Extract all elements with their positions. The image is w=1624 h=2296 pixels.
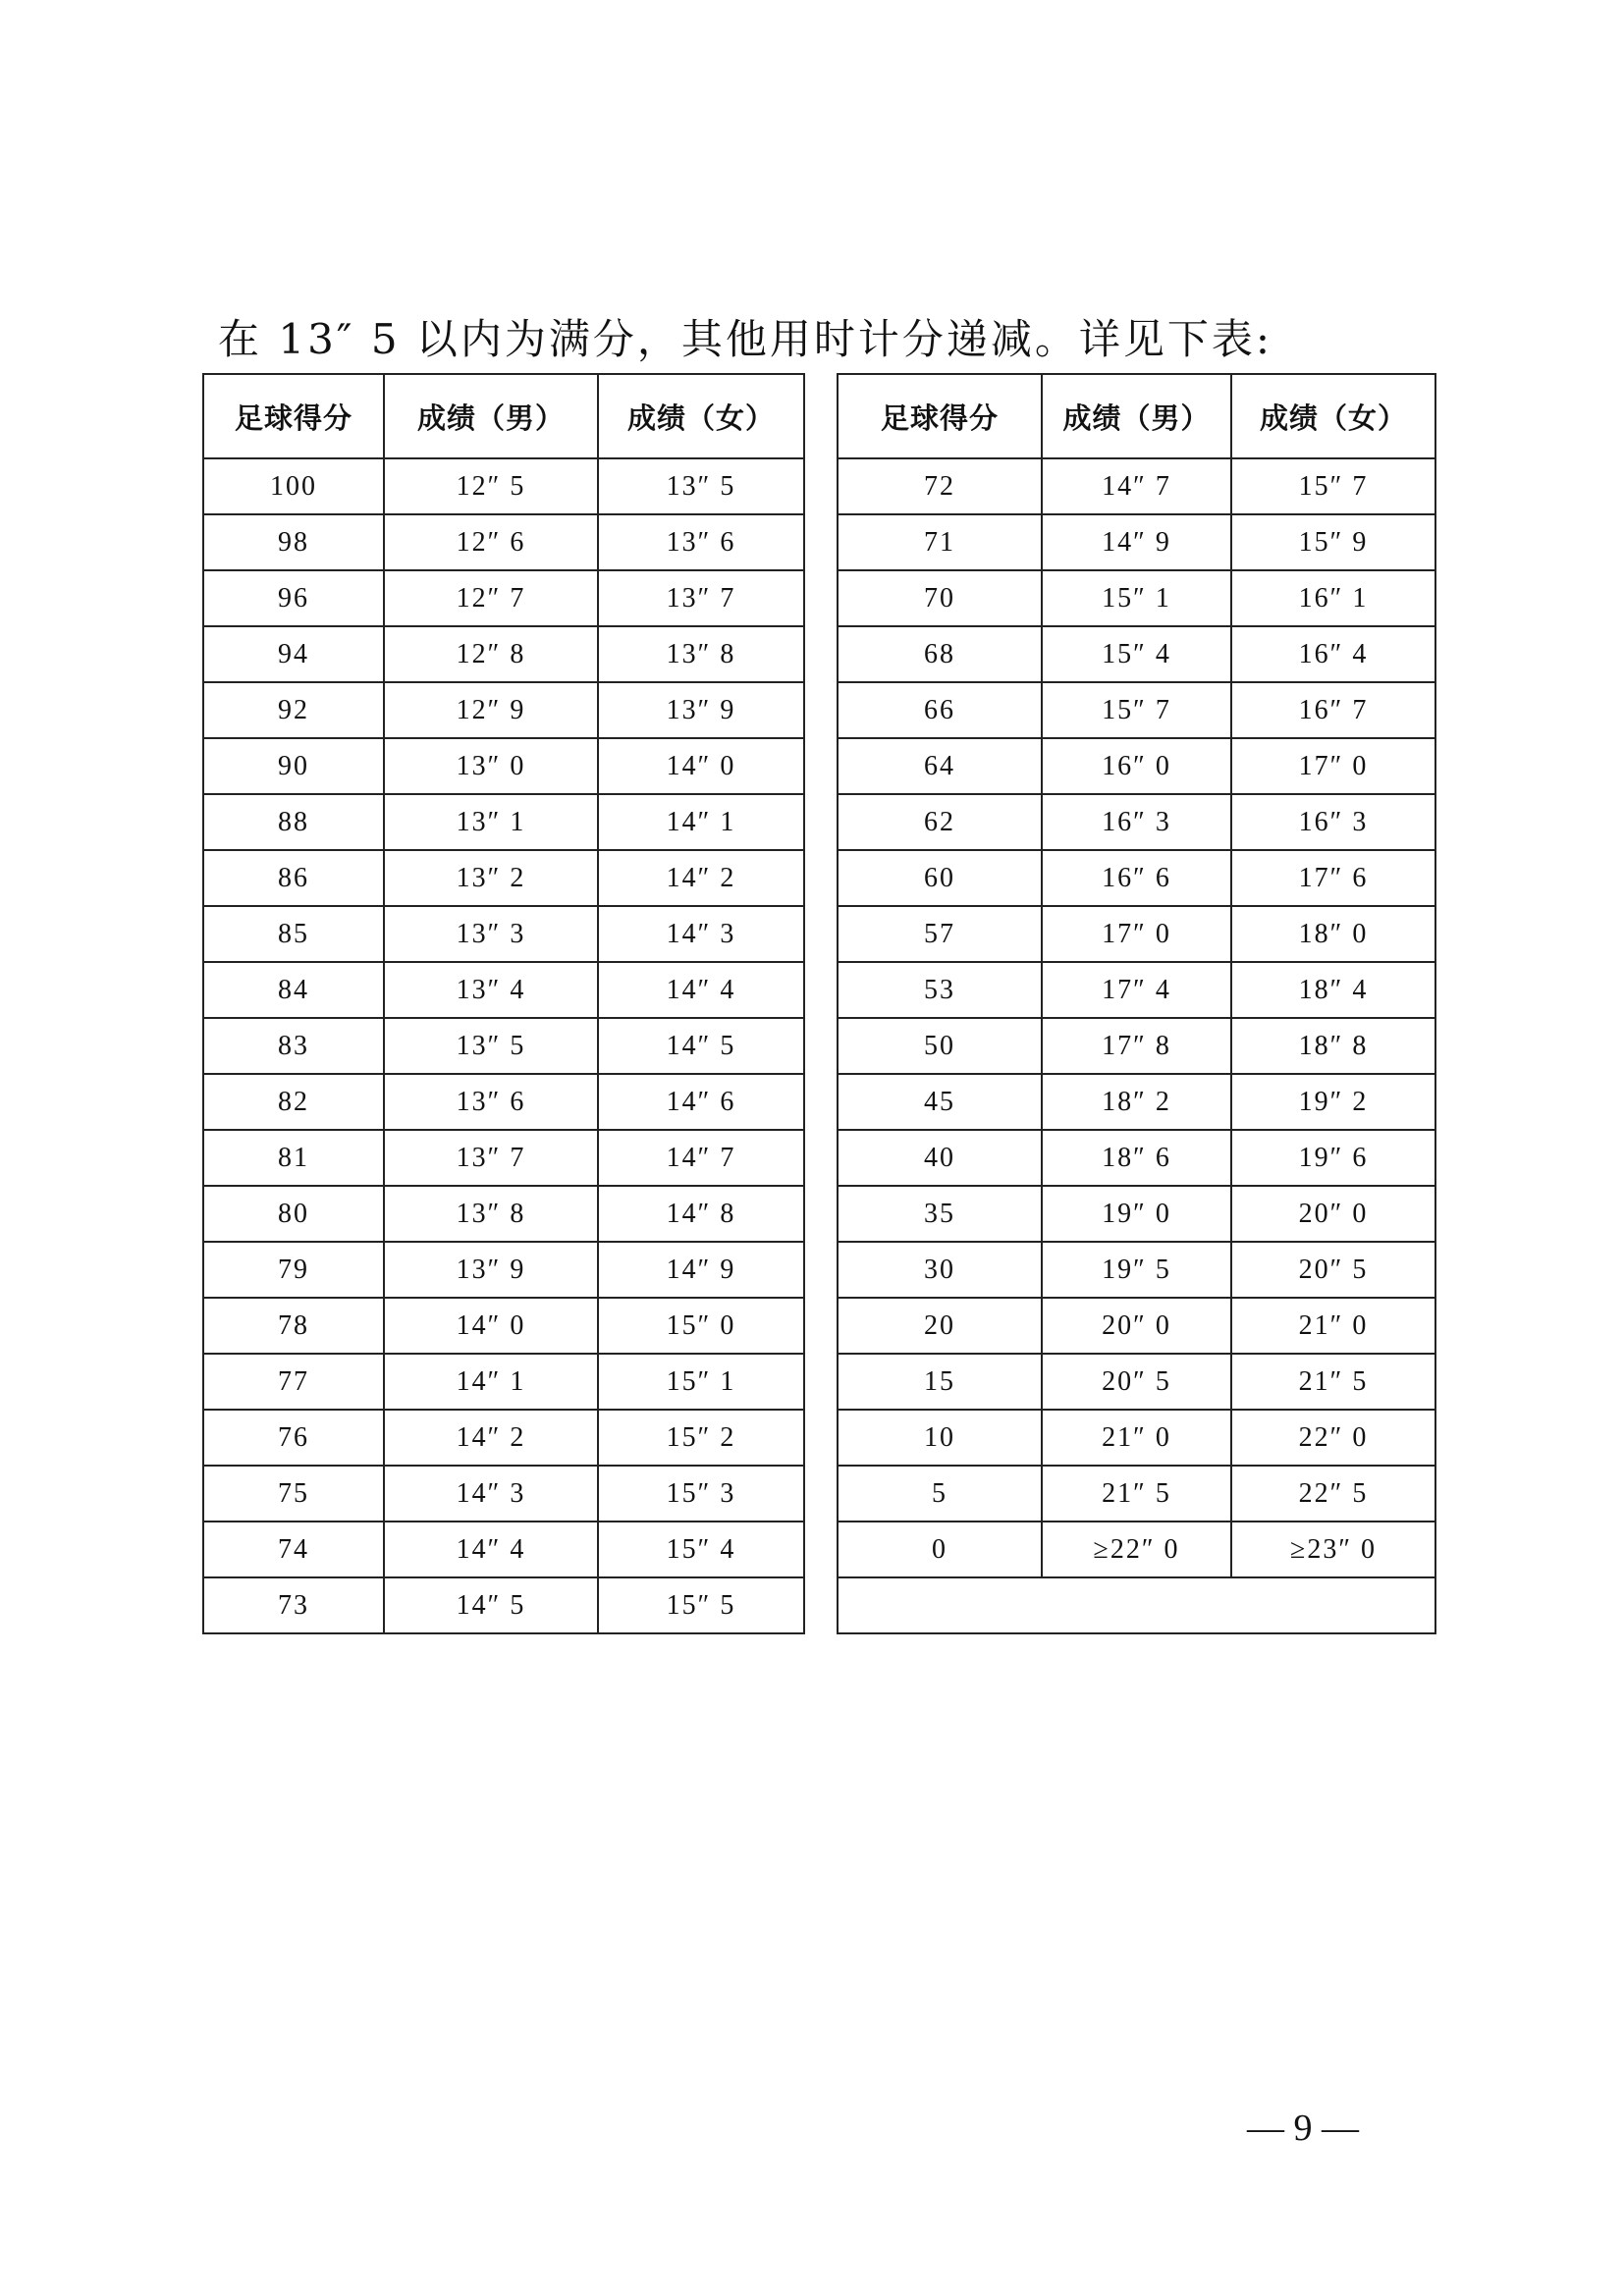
female-time-cell: 18″ 4 xyxy=(1231,962,1435,1018)
female-time-cell: 21″ 5 xyxy=(1231,1354,1435,1410)
score-cell: 71 xyxy=(838,514,1042,570)
male-time-cell: 13″ 7 xyxy=(384,1130,598,1186)
table-row xyxy=(203,1466,1435,1522)
score-cell: 84 xyxy=(203,962,384,1018)
female-time-cell: 14″ 7 xyxy=(598,1130,804,1186)
male-time-cell: 18″ 6 xyxy=(1042,1130,1231,1186)
table-row xyxy=(203,794,1435,850)
male-time-cell: 14″ 5 xyxy=(384,1577,598,1633)
table-row xyxy=(203,738,1435,794)
score-cell: 5 xyxy=(838,1466,1042,1522)
header-score: 足球得分 xyxy=(838,374,1042,458)
female-time-cell: 14″ 1 xyxy=(598,794,804,850)
table-row xyxy=(203,1522,1435,1577)
table-row xyxy=(203,1242,1435,1298)
male-time-cell: 17″ 4 xyxy=(1042,962,1231,1018)
column-gap xyxy=(804,1018,838,1074)
female-time-cell: 13″ 5 xyxy=(598,458,804,514)
male-time-cell: 12″ 9 xyxy=(384,682,598,738)
female-time-cell: 14″ 5 xyxy=(598,1018,804,1074)
table-row xyxy=(203,1298,1435,1354)
female-time-cell: 15″ 7 xyxy=(1231,458,1435,514)
score-cell: 68 xyxy=(838,626,1042,682)
female-time-cell: 15″ 4 xyxy=(598,1522,804,1577)
male-time-cell: 21″ 5 xyxy=(1042,1466,1231,1522)
column-gap xyxy=(804,626,838,682)
table-row xyxy=(203,1074,1435,1130)
table-row xyxy=(203,1410,1435,1466)
column-gap xyxy=(804,1242,838,1298)
female-time-cell: 19″ 6 xyxy=(1231,1130,1435,1186)
female-time-cell: 13″ 6 xyxy=(598,514,804,570)
male-time-cell: 13″ 6 xyxy=(384,1074,598,1130)
female-time-cell: 21″ 0 xyxy=(1231,1298,1435,1354)
score-cell: 82 xyxy=(203,1074,384,1130)
header-score: 足球得分 xyxy=(203,374,384,458)
table-row xyxy=(203,850,1435,906)
female-time-cell: 16″ 7 xyxy=(1231,682,1435,738)
female-time-cell: 15″ 9 xyxy=(1231,514,1435,570)
male-time-cell: 14″ 3 xyxy=(384,1466,598,1522)
male-time-cell: 18″ 2 xyxy=(1042,1074,1231,1130)
female-time-cell: 15″ 5 xyxy=(598,1577,804,1633)
male-time-cell: 17″ 8 xyxy=(1042,1018,1231,1074)
score-cell: 30 xyxy=(838,1242,1042,1298)
column-gap xyxy=(804,374,838,458)
score-cell: 0 xyxy=(838,1522,1042,1577)
male-time-cell: 12″ 8 xyxy=(384,626,598,682)
table-row xyxy=(203,1577,1435,1633)
column-gap xyxy=(804,906,838,962)
male-time-cell: 12″ 7 xyxy=(384,570,598,626)
female-time-cell: 18″ 0 xyxy=(1231,906,1435,962)
male-time-cell: 14″ 7 xyxy=(1042,458,1231,514)
female-time-cell: 16″ 1 xyxy=(1231,570,1435,626)
male-time-cell: 13″ 5 xyxy=(384,1018,598,1074)
header-female: 成绩（女） xyxy=(1231,374,1435,458)
male-time-cell: 12″ 6 xyxy=(384,514,598,570)
score-cell: 94 xyxy=(203,626,384,682)
score-cell: 20 xyxy=(838,1298,1042,1354)
column-gap xyxy=(804,1577,838,1633)
female-time-cell: 15″ 2 xyxy=(598,1410,804,1466)
score-cell: 77 xyxy=(203,1354,384,1410)
male-time-cell: 14″ 4 xyxy=(384,1522,598,1577)
score-cell: 40 xyxy=(838,1130,1042,1186)
score-cell: 45 xyxy=(838,1074,1042,1130)
score-cell: 83 xyxy=(203,1018,384,1074)
score-cell: 57 xyxy=(838,906,1042,962)
column-gap xyxy=(804,794,838,850)
male-time-cell: 13″ 9 xyxy=(384,1242,598,1298)
score-cell: 10 xyxy=(838,1410,1042,1466)
score-cell: 74 xyxy=(203,1522,384,1577)
male-time-cell: 20″ 5 xyxy=(1042,1354,1231,1410)
female-time-cell: 14″ 2 xyxy=(598,850,804,906)
score-cell: 98 xyxy=(203,514,384,570)
score-cell: 79 xyxy=(203,1242,384,1298)
score-cell: 53 xyxy=(838,962,1042,1018)
header-male: 成绩（男） xyxy=(384,374,598,458)
male-time-cell: 13″ 1 xyxy=(384,794,598,850)
column-gap xyxy=(804,1466,838,1522)
table-row xyxy=(203,682,1435,738)
table-row xyxy=(203,1186,1435,1242)
female-time-cell: 14″ 6 xyxy=(598,1074,804,1130)
table-row xyxy=(203,1130,1435,1186)
column-gap xyxy=(804,1522,838,1577)
header-row xyxy=(203,374,1435,458)
score-cell: 92 xyxy=(203,682,384,738)
male-time-cell: 16″ 0 xyxy=(1042,738,1231,794)
female-time-cell: 15″ 1 xyxy=(598,1354,804,1410)
score-cell: 100 xyxy=(203,458,384,514)
female-time-cell: ≥23″ 0 xyxy=(1231,1522,1435,1577)
table-row xyxy=(203,514,1435,570)
score-cell: 35 xyxy=(838,1186,1042,1242)
female-time-cell: 14″ 3 xyxy=(598,906,804,962)
female-time-cell: 17″ 0 xyxy=(1231,738,1435,794)
male-time-cell: 19″ 5 xyxy=(1042,1242,1231,1298)
column-gap xyxy=(804,1410,838,1466)
score-cell: 85 xyxy=(203,906,384,962)
table-row xyxy=(203,1354,1435,1410)
female-time-cell: 17″ 6 xyxy=(1231,850,1435,906)
table-row xyxy=(203,1018,1435,1074)
female-time-cell: 13″ 9 xyxy=(598,682,804,738)
male-time-cell: 13″ 2 xyxy=(384,850,598,906)
male-time-cell: 17″ 0 xyxy=(1042,906,1231,962)
male-time-cell: 16″ 3 xyxy=(1042,794,1231,850)
score-cell: 64 xyxy=(838,738,1042,794)
score-cell: 70 xyxy=(838,570,1042,626)
table-row xyxy=(203,458,1435,514)
table-row xyxy=(203,626,1435,682)
male-time-cell: 20″ 0 xyxy=(1042,1298,1231,1354)
empty-cell xyxy=(838,1577,1435,1633)
score-cell: 60 xyxy=(838,850,1042,906)
male-time-cell: 14″ 2 xyxy=(384,1410,598,1466)
male-time-cell: 14″ 1 xyxy=(384,1354,598,1410)
female-time-cell: 18″ 8 xyxy=(1231,1018,1435,1074)
male-time-cell: 21″ 0 xyxy=(1042,1410,1231,1466)
table-row xyxy=(203,962,1435,1018)
male-time-cell: ≥22″ 0 xyxy=(1042,1522,1231,1577)
score-cell: 15 xyxy=(838,1354,1042,1410)
column-gap xyxy=(804,1130,838,1186)
header-male: 成绩（男） xyxy=(1042,374,1231,458)
score-cell: 81 xyxy=(203,1130,384,1186)
column-gap xyxy=(804,570,838,626)
table-row xyxy=(203,906,1435,962)
male-time-cell: 13″ 4 xyxy=(384,962,598,1018)
female-time-cell: 14″ 9 xyxy=(598,1242,804,1298)
male-time-cell: 16″ 6 xyxy=(1042,850,1231,906)
female-time-cell: 20″ 0 xyxy=(1231,1186,1435,1242)
score-cell: 78 xyxy=(203,1298,384,1354)
column-gap xyxy=(804,1354,838,1410)
score-cell: 90 xyxy=(203,738,384,794)
header-female: 成绩（女） xyxy=(598,374,804,458)
male-time-cell: 13″ 0 xyxy=(384,738,598,794)
female-time-cell: 13″ 8 xyxy=(598,626,804,682)
score-table xyxy=(202,373,1436,1634)
score-cell: 75 xyxy=(203,1466,384,1522)
score-cell: 50 xyxy=(838,1018,1042,1074)
score-cell: 80 xyxy=(203,1186,384,1242)
column-gap xyxy=(804,514,838,570)
score-cell: 72 xyxy=(838,458,1042,514)
column-gap xyxy=(804,962,838,1018)
score-cell: 76 xyxy=(203,1410,384,1466)
female-time-cell: 14″ 0 xyxy=(598,738,804,794)
male-time-cell: 14″ 9 xyxy=(1042,514,1231,570)
female-time-cell: 20″ 5 xyxy=(1231,1242,1435,1298)
male-time-cell: 15″ 7 xyxy=(1042,682,1231,738)
male-time-cell: 15″ 4 xyxy=(1042,626,1231,682)
score-cell: 66 xyxy=(838,682,1042,738)
female-time-cell: 14″ 4 xyxy=(598,962,804,1018)
column-gap xyxy=(804,850,838,906)
female-time-cell: 13″ 7 xyxy=(598,570,804,626)
male-time-cell: 12″ 5 xyxy=(384,458,598,514)
column-gap xyxy=(804,1074,838,1130)
female-time-cell: 22″ 0 xyxy=(1231,1410,1435,1466)
intro-text: 在 13″ 5 以内为满分，其他用时计分递减。详见下表: xyxy=(218,315,1273,363)
score-cell: 86 xyxy=(203,850,384,906)
score-cell: 96 xyxy=(203,570,384,626)
table-row xyxy=(203,570,1435,626)
male-time-cell: 15″ 1 xyxy=(1042,570,1231,626)
column-gap xyxy=(804,738,838,794)
female-time-cell: 19″ 2 xyxy=(1231,1074,1435,1130)
male-time-cell: 13″ 3 xyxy=(384,906,598,962)
male-time-cell: 14″ 0 xyxy=(384,1298,598,1354)
male-time-cell: 19″ 0 xyxy=(1042,1186,1231,1242)
column-gap xyxy=(804,1298,838,1354)
female-time-cell: 14″ 8 xyxy=(598,1186,804,1242)
score-cell: 73 xyxy=(203,1577,384,1633)
male-time-cell: 13″ 8 xyxy=(384,1186,598,1242)
column-gap xyxy=(804,682,838,738)
female-time-cell: 15″ 0 xyxy=(598,1298,804,1354)
score-cell: 88 xyxy=(203,794,384,850)
column-gap xyxy=(804,1186,838,1242)
female-time-cell: 16″ 3 xyxy=(1231,794,1435,850)
page-number: — 9 — xyxy=(1247,2108,1359,2149)
female-time-cell: 16″ 4 xyxy=(1231,626,1435,682)
column-gap xyxy=(804,458,838,514)
female-time-cell: 15″ 3 xyxy=(598,1466,804,1522)
score-cell: 62 xyxy=(838,794,1042,850)
female-time-cell: 22″ 5 xyxy=(1231,1466,1435,1522)
